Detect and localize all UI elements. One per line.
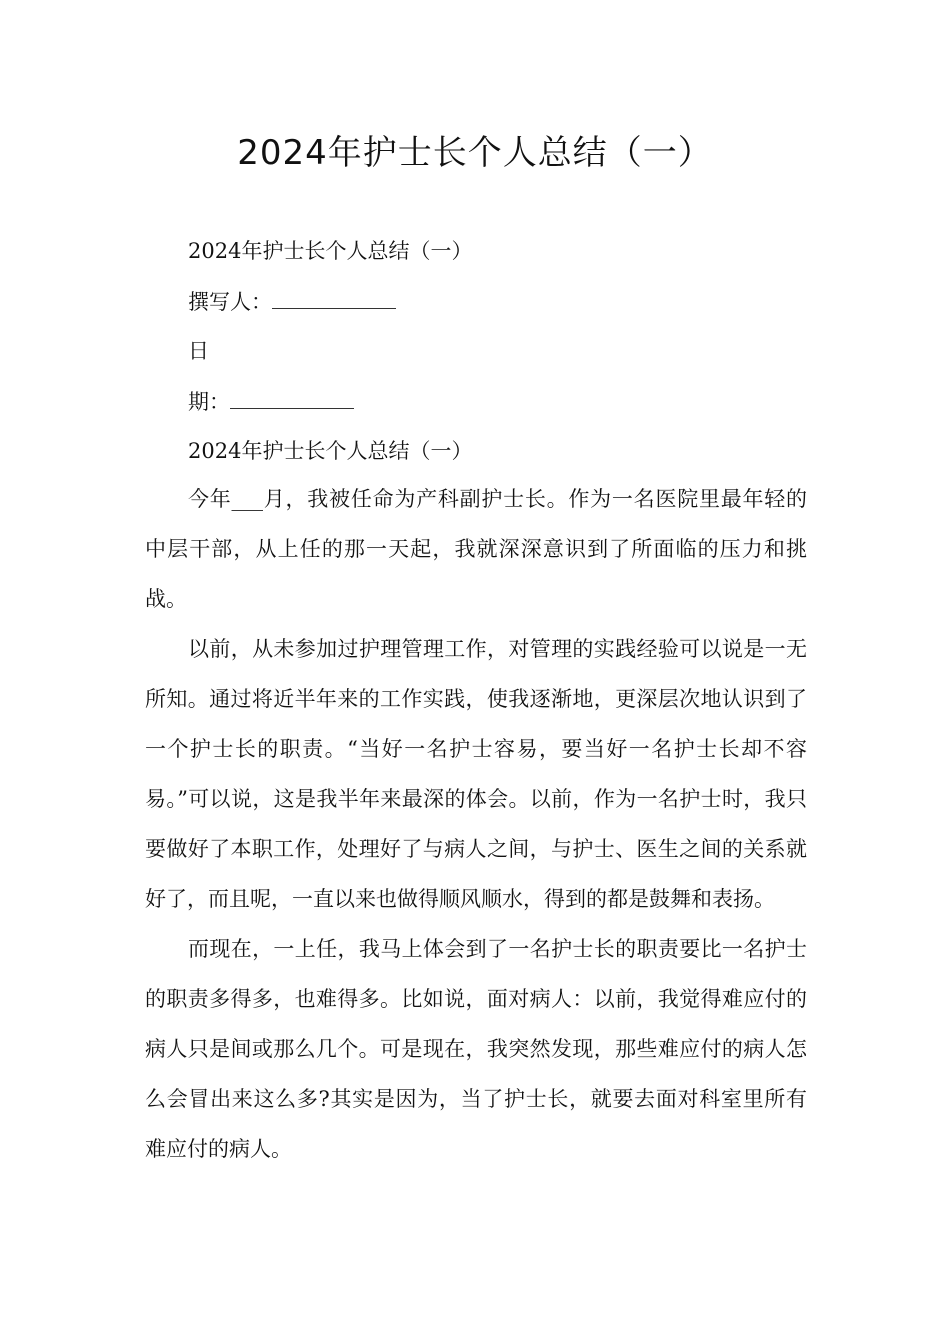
- date-label-line-1: 日: [188, 339, 209, 363]
- author-blank: [272, 286, 396, 309]
- paragraph: 而现在，一上任，我马上体会到了一名护士长的职责要比一名护士的职责多得多，也难得多。比如说，面对病人：以前，我觉得难应付的病人只是间或那么几个。可是现在，我突然发现，那些难应付的病人怎么会冒出来这么多?其实是因为，当了护士长，就要去面对科室里所有难应付的病人。: [145, 937, 807, 1161]
- date-line: [188, 386, 354, 417]
- paragraph: 以前，从未参加过护理管理工作，对管理的实践经验可以说是一无所知。通过将近半年来的工作实践，使我逐渐地，更深层次地认识到了一个护士长的职责。“当好一名护士容易，要当好一名护士长却不容易。”可以说，这是我半年来最深的体会。以前，作为一名护士时，我只要做好了本职工作，处理好了与病人之间，与护士、医生之间的关系就好了，而且呢，一直以来也做得顺风顺水，得到的都是鼓舞和表扬。: [145, 637, 807, 911]
- repeat-title-line: 2024年护士长个人总结（一）: [188, 439, 473, 463]
- author-line: [188, 286, 396, 317]
- document-title: 2024年护士长个人总结（一）: [237, 133, 713, 173]
- paragraph: 今年___月，我被任命为产科副护士长。作为一名医院里最年轻的中层干部，从上任的那一天起，我就深深意识到了所面临的压力和挑战。: [145, 487, 807, 611]
- date-label: 期：: [188, 390, 230, 414]
- author-label: 撰写人：: [188, 290, 272, 314]
- document-body: [145, 474, 807, 1174]
- date-blank: [230, 386, 354, 409]
- subtitle-line: 2024年护士长个人总结（一）: [188, 239, 473, 263]
